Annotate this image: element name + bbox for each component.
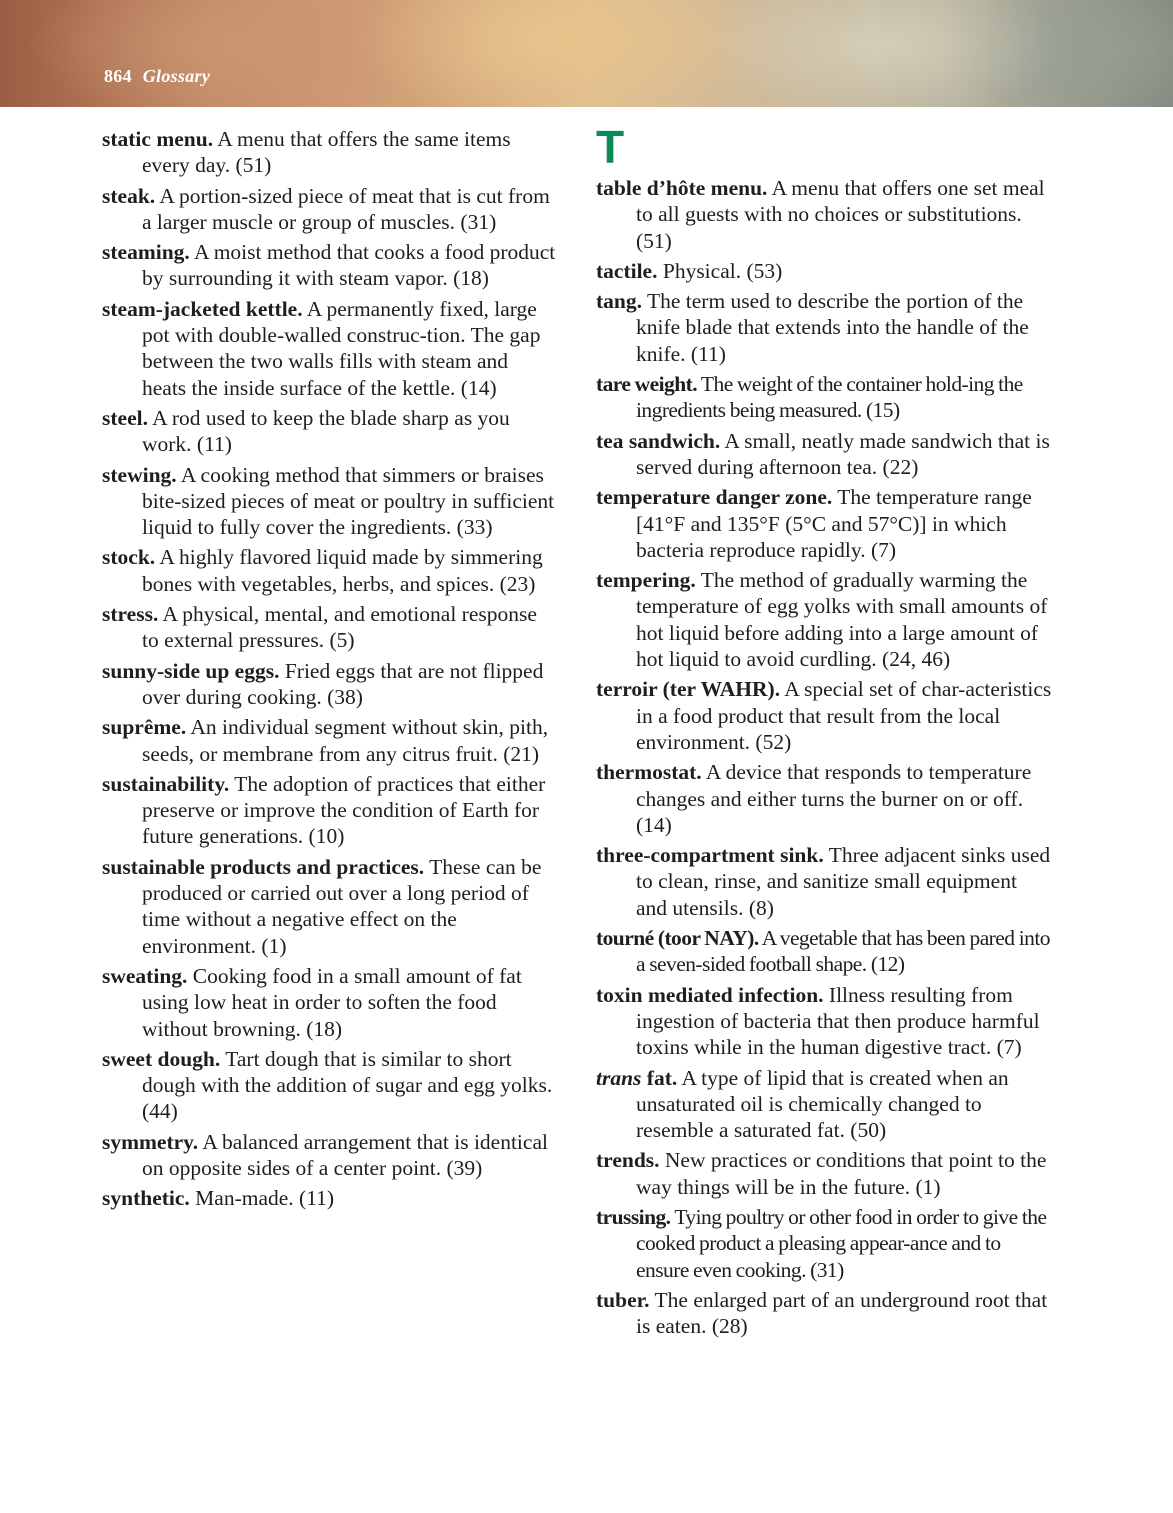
glossary-definition: A portion-sized piece of meat that is cut from a larger muscle or group of muscles. (31) [142, 183, 550, 234]
glossary-definition: The enlarged part of an underground root that is eaten. (28) [636, 1287, 1048, 1339]
glossary-definition: The temperature range [41°F and 135°F (5°C and 57°C)] in which bacteria reproduce rapidly. (7) [636, 485, 1032, 562]
glossary-entry [102, 1129, 557, 1182]
glossary-entry [596, 982, 1052, 1061]
glossary-term: trends. [596, 1148, 660, 1173]
glossary-term: static menu. [102, 127, 214, 151]
glossary-definition: A cooking method that simmers or braises bite-sized pieces of meat or poultry in sufficient liquid to fully cover the ingredients. (33) [142, 462, 555, 540]
glossary-entry [102, 771, 557, 850]
glossary-term: stock. [102, 545, 156, 570]
glossary-term: steel. [102, 405, 148, 430]
glossary-definition: A device that responds to temperature changes and either turns the burner on or off. (14) [636, 760, 1032, 837]
glossary-entry [102, 462, 557, 541]
glossary-term: sustainability. [102, 771, 230, 796]
glossary-entry [596, 1065, 1052, 1144]
glossary-term: terroir (ter WAHR). [596, 677, 781, 702]
glossary-definition: A highly flavored liquid made by simmering bones with vegetables, herbs, and spices. (23) [142, 545, 543, 596]
glossary-entry [596, 759, 1052, 838]
glossary-term: tactile. [596, 258, 658, 283]
glossary-entry [102, 1185, 557, 1211]
glossary-definition: Physical. (53) [657, 258, 783, 283]
glossary-definition: Cooking food in a small amount of fat using low heat in order to soften the food without browning. (18) [142, 963, 522, 1041]
glossary-definition: A menu that offers the same items every day. (51) [142, 127, 511, 178]
glossary-definition: Tying poultry or other food in order to give the cooked product a pleasing appear-ance and to ensure even cooking. (31) [636, 1204, 1047, 1282]
section-letter-heading: T [596, 121, 625, 173]
glossary-definition: A vegetable that has been pared into a seven-sided football shape. (12) [636, 926, 1050, 977]
glossary-term: tare weight. [596, 372, 698, 397]
glossary-definition: A physical, mental, and emotional response to external pressures. (5) [142, 602, 537, 653]
glossary-entry [102, 963, 557, 1042]
glossary-definition: A moist method that cooks a food product by surrounding it with steam vapor. (18) [142, 240, 556, 291]
glossary-entry [102, 183, 557, 236]
glossary-definition: Fried eggs that are not flipped over during cooking. (38) [142, 658, 544, 709]
glossary-definition: The term used to describe the portion of the knife blade that extends into the handle of the knife. (11) [636, 289, 1029, 366]
glossary-definition: A rod used to keep the blade sharp as you work. (11) [142, 405, 510, 457]
glossary-entry [596, 925, 1052, 978]
glossary-entry [102, 126, 557, 179]
glossary-entry [596, 567, 1052, 672]
running-head [104, 66, 210, 87]
glossary-term: stewing. [102, 462, 177, 487]
glossary-entry [596, 1147, 1052, 1200]
glossary-entry [102, 296, 557, 401]
glossary-term: steak. [102, 183, 156, 208]
glossary-term: symmetry. [102, 1129, 199, 1154]
glossary-definition: New practices or conditions that point to the way things will be in the future. (1) [636, 1148, 1047, 1199]
glossary-entry [102, 544, 557, 597]
glossary-term: stress. [102, 602, 159, 627]
glossary-definition: An individual segment without skin, pith, seeds, or membrane from any citrus fruit. (21) [142, 715, 549, 766]
glossary-column-left [102, 126, 557, 1216]
glossary-term: thermostat. [596, 760, 702, 785]
glossary-entry [596, 428, 1052, 481]
glossary-term: tempering. [596, 568, 696, 593]
glossary-definition: A balanced arrangement that is identical on opposite sides of a center point. (39) [142, 1129, 548, 1180]
glossary-column-right [596, 122, 1052, 1343]
glossary-term: toxin mediated infection. [596, 982, 824, 1007]
glossary-entry [596, 1204, 1052, 1283]
glossary-entry [596, 258, 1052, 284]
glossary-entry [102, 239, 557, 292]
glossary-entry [596, 175, 1052, 254]
glossary-definition: The weight of the container hold-ing the ingredients being measured. (15) [636, 372, 1023, 423]
glossary-definition: Illness resulting from ingestion of bacteria that then produce harmful toxins while in the human digestive tract. (7) [636, 982, 1040, 1060]
glossary-term: three-compartment sink. [596, 843, 824, 868]
glossary-entry [102, 714, 557, 767]
glossary-term: sweet dough. [102, 1046, 221, 1071]
glossary-definition: A small, neatly made sandwich that is served during afternoon tea. (22) [636, 428, 1050, 479]
glossary-term: sweating. [102, 963, 188, 988]
glossary-entry [102, 658, 557, 711]
glossary-term: tea sandwich. [596, 428, 721, 453]
glossary-entry [596, 484, 1052, 563]
glossary-definition: A menu that offers one set meal to all guests with no choices or substitutions. (51) [636, 176, 1045, 253]
glossary-definition: A permanently fixed, large pot with double-walled construc-tion. The gap between the two walls fills with steam and heats the inside surface of the kettle. (14) [142, 296, 541, 400]
glossary-entry [102, 405, 557, 458]
glossary-entry [596, 371, 1052, 424]
glossary-definition: A special set of char-acteristics in a food product that result from the local environment. (52) [636, 677, 1052, 754]
glossary-definition: Tart dough that is similar to short dough with the addition of sugar and egg yolks. (44) [142, 1046, 553, 1124]
glossary-term: sustainable products and practices. [102, 854, 425, 879]
glossary-definition: The adoption of practices that either preserve or improve the condition of Earth for future generations. (10) [142, 771, 546, 849]
glossary-term: suprême. [102, 715, 187, 740]
section-title: Glossary [142, 66, 211, 86]
glossary-term: tuber. [596, 1287, 650, 1312]
glossary-term: fat. [641, 1065, 678, 1090]
glossary-term: temperature danger zone. [596, 485, 833, 510]
glossary-term: tang. [596, 289, 642, 314]
glossary-definition: A type of lipid that is created when an unsaturated oil is chemically changed to resemble a saturated fat. (50) [636, 1065, 1009, 1143]
glossary-entry [596, 842, 1052, 921]
glossary-term: table d’hôte menu. [596, 176, 768, 200]
glossary-term-italic: trans [596, 1065, 642, 1090]
glossary-definition: The method of gradually warming the temperature of egg yolks with small amounts of hot liquid before adding into a large amount of hot liquid to avoid curdling. (24, 46) [636, 568, 1048, 672]
glossary-term: tourné (toor NAY). [596, 926, 759, 951]
glossary-definition: Three adjacent sinks used to clean, rinse, and sanitize small equipment and utensils. (8) [636, 843, 1051, 920]
page-header-banner [0, 0, 1173, 107]
glossary-term: sunny-side up eggs. [102, 658, 280, 683]
glossary-term: synthetic. [102, 1186, 190, 1211]
glossary-term: trussing. [596, 1204, 671, 1229]
glossary-entry [102, 1046, 557, 1125]
glossary-term: steam-jacketed kettle. [102, 296, 303, 321]
glossary-entry [596, 676, 1052, 755]
glossary-entry [102, 601, 557, 654]
page-number: 864 [104, 66, 132, 86]
glossary-definition: These can be produced or carried out over a long period of time without a negative effect on the environment. (1) [142, 854, 542, 958]
glossary-definition: Man-made. (11) [189, 1186, 335, 1211]
glossary-entry [596, 1287, 1052, 1340]
glossary-entry [102, 854, 557, 959]
glossary-term: steaming. [102, 240, 190, 265]
glossary-entry [596, 288, 1052, 367]
